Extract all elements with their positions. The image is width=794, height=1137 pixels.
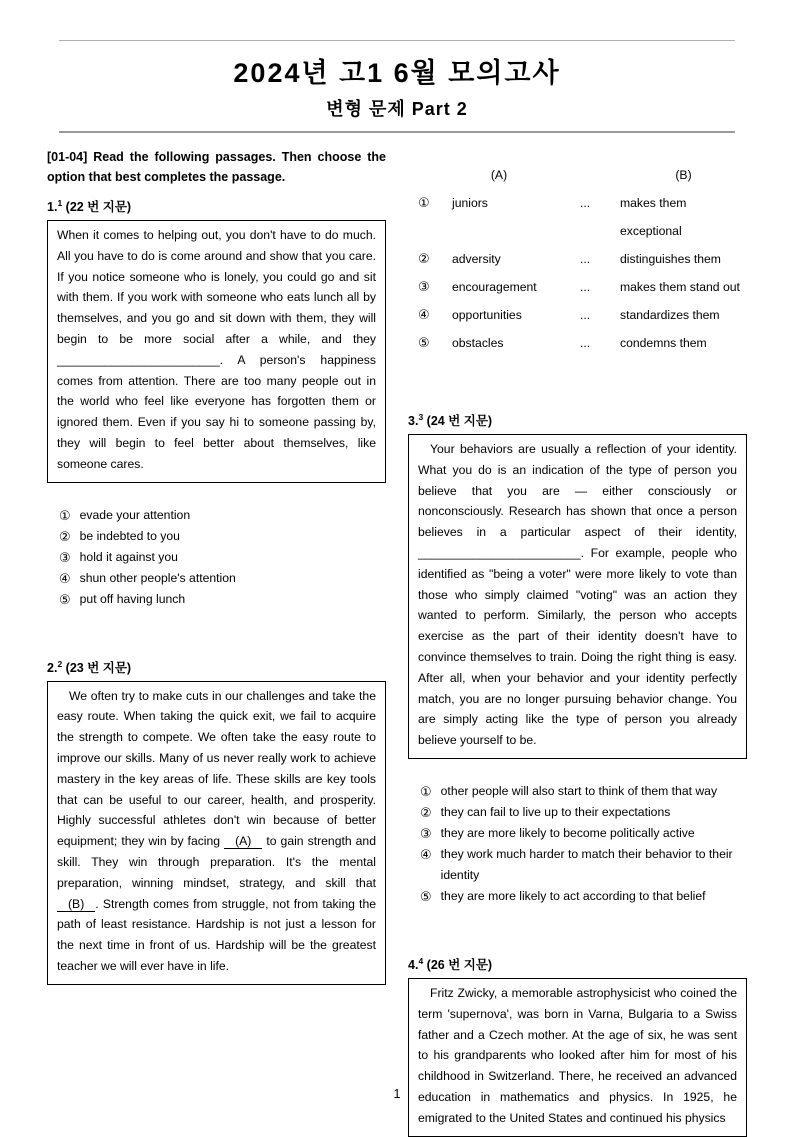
question-3-label — [408, 411, 747, 429]
option-text: they can fail to live up to their expectations — [440, 804, 671, 819]
option-row — [408, 886, 747, 907]
option-marker: ① — [59, 507, 71, 523]
ab-phrase: condemns them — [620, 336, 707, 350]
option-marker: ③ — [418, 279, 430, 294]
passage-text: . Strength comes from struggle, not from taking the path of least resistance. Hardship is not just a lesson for the next time in front of us. Hardship will be the greatest teacher we will ever have in life. — [57, 896, 376, 973]
option-marker: ④ — [59, 570, 71, 586]
question-3-options — [408, 781, 747, 907]
option-marker: ① — [418, 195, 430, 210]
option-text: they are more likely to become politically active — [440, 825, 695, 840]
ab-phrase: distinguishes them — [620, 252, 721, 266]
option-row — [408, 844, 747, 886]
top-divider — [59, 40, 735, 41]
option-row — [408, 781, 747, 802]
option-marker: ② — [418, 251, 430, 266]
question-ref: (22 번 지문) — [65, 200, 132, 214]
ab-header-a: (A) — [490, 168, 508, 182]
option-marker: ⑤ — [420, 888, 432, 904]
ab-table-row — [408, 329, 747, 357]
option-marker: ③ — [420, 825, 432, 841]
option-text: put off having lunch — [79, 591, 186, 606]
ab-dots: ... — [580, 196, 591, 210]
exam-subtitle: 변형 문제 Part 2 — [326, 99, 468, 119]
question-ref: (24 번 지문) — [426, 414, 493, 428]
ab-word: adversity — [452, 252, 501, 266]
option-text: shun other people's attention — [79, 570, 236, 585]
ab-table-row — [408, 301, 747, 329]
blank-b: (B) — [57, 897, 95, 912]
right-column — [408, 145, 747, 1137]
option-marker: ② — [420, 804, 432, 820]
ab-word: opportunities — [452, 308, 522, 322]
question-ref: (26 번 지문) — [426, 957, 493, 972]
ab-dots: ... — [580, 252, 591, 266]
instructions: [01-04] Read the following passages. Then choose the option that best completes the passage. — [47, 150, 386, 184]
option-row — [47, 526, 386, 547]
ab-dots: ... — [580, 308, 591, 322]
question-superscript: 2 — [57, 658, 63, 669]
passage-text: Fritz Zwicky, a memorable astrophysicist who coined the term 'supernova', was born in Varna, Bulgaria to a Swiss father and a Czech mother. At the age of six, he was sent to his grandparents who looked after him for most of his childhood in Switzerland. There, he received an advanced education in mathematics and physics. In 1925, he emigrated to the United States and continued his physics — [418, 985, 737, 1125]
option-text: they are more likely to act according to that belief — [440, 888, 706, 903]
passage-text: We often try to make cuts in our challenges and take the easy route. When taking the quick exit, we fail to acquire the strength to compete. We often take the easy route to improve our skills. Many of us never really work to achieve mastery in the key areas of life. These skills are key tools that can be useful to our career, health, and prosperity. Highly successful athletes don't win because of better equipment; they win by facing — [57, 688, 376, 849]
question-superscript: 4 — [418, 955, 424, 966]
question-1-options — [47, 505, 386, 610]
left-column — [47, 145, 386, 1137]
option-row — [47, 589, 386, 610]
ab-header-b: (B) — [675, 168, 692, 182]
question-3-passage-box — [408, 434, 747, 759]
option-text: be indebted to you — [79, 528, 180, 543]
option-row — [47, 568, 386, 589]
option-marker: ④ — [418, 307, 430, 322]
ab-phrase: makes them stand out — [620, 280, 740, 294]
ab-phrase: standardizes them — [620, 308, 720, 322]
ab-word: juniors — [452, 196, 488, 210]
option-text: evade your attention — [79, 507, 191, 522]
question-number: 3. — [408, 414, 419, 428]
blank-a: (A) — [224, 834, 262, 849]
passage-text: When it comes to helping out, you don't have to do much. All you have to do is come around and show that you care. If you notice someone who is lonely, you could go and sit with them. If you work with someone who eats lunch all by themselves, and you go and sit down with them, they will begin to be more social after a while, and they ________________________. A person's happiness comes from attention. There are too many people out in the world who feel like everyone has forgotten them or ignored them. Even if you say hi to someone passing by, they will begin to feel better about themselves, like someone cares. — [57, 228, 376, 471]
ab-table-header — [408, 161, 747, 189]
option-marker: ④ — [420, 846, 432, 862]
ab-word: encouragement — [452, 280, 537, 294]
option-marker: ② — [59, 528, 71, 544]
question-1-label — [47, 197, 386, 215]
content-columns — [47, 145, 747, 1137]
ab-dots: ... — [580, 336, 591, 350]
question-number: 4. — [408, 957, 419, 972]
question-superscript: 3 — [418, 411, 424, 422]
ab-phrase: makes them exceptional — [620, 196, 687, 238]
question-1-passage-box — [47, 220, 386, 483]
passage-text: Your behaviors are usually a reflection of your identity. What you do is an indication of the type of person you believe that you are — either consciously or nonconsciously. Research has shown that once a person believes in a particular aspect of their identity, ________________________. For example, people who identified as "being a voter" were more likely to vote than those who simply claimed "voting" was an action they wanted to perform. Similarly, the person who accepts exercise as the part of their identity doesn't have to convince themselves to train. Doing the right thing is easy. After all, when your behavior and your identity perfectly match, you are no longer pursuing behavior change. You are simply acting like the type of person you already believe yourself to be. — [418, 442, 737, 748]
question-number: 2. — [47, 660, 58, 675]
option-marker: ① — [420, 783, 432, 799]
header-divider — [59, 131, 735, 133]
exam-title: 2024년 고1 6월 모의고사 — [233, 58, 561, 88]
question-ref: (23 번 지문) — [65, 660, 132, 675]
ab-table-row — [408, 245, 747, 273]
option-marker: ⑤ — [418, 335, 430, 350]
option-text: other people will also start to think of them that way — [440, 783, 718, 798]
ab-table-row — [408, 273, 747, 301]
question-2-label — [47, 658, 386, 676]
option-row — [408, 823, 747, 844]
option-marker: ③ — [59, 549, 71, 565]
option-row — [47, 547, 386, 568]
question-4-label — [408, 955, 747, 973]
option-row — [47, 505, 386, 526]
question-number: 1. — [47, 200, 58, 214]
question-4-passage-box — [408, 978, 747, 1137]
ab-word: obstacles — [452, 336, 504, 350]
passage-text: to gain strength and skill. They win through preparation. It's the mental preparation, winning mindset, strategy, and skill that — [57, 834, 376, 890]
page-number: 1 — [393, 1087, 401, 1101]
option-text: they work much harder to match their behavior to their identity — [440, 846, 733, 882]
option-row — [408, 802, 747, 823]
ab-table-row — [408, 189, 747, 245]
question-superscript: 1 — [57, 197, 63, 208]
question-2-passage-box — [47, 681, 386, 985]
ab-option-table — [408, 161, 747, 357]
option-text: hold it against you — [79, 549, 178, 564]
option-marker: ⑤ — [59, 591, 71, 607]
ab-dots: ... — [580, 280, 591, 294]
